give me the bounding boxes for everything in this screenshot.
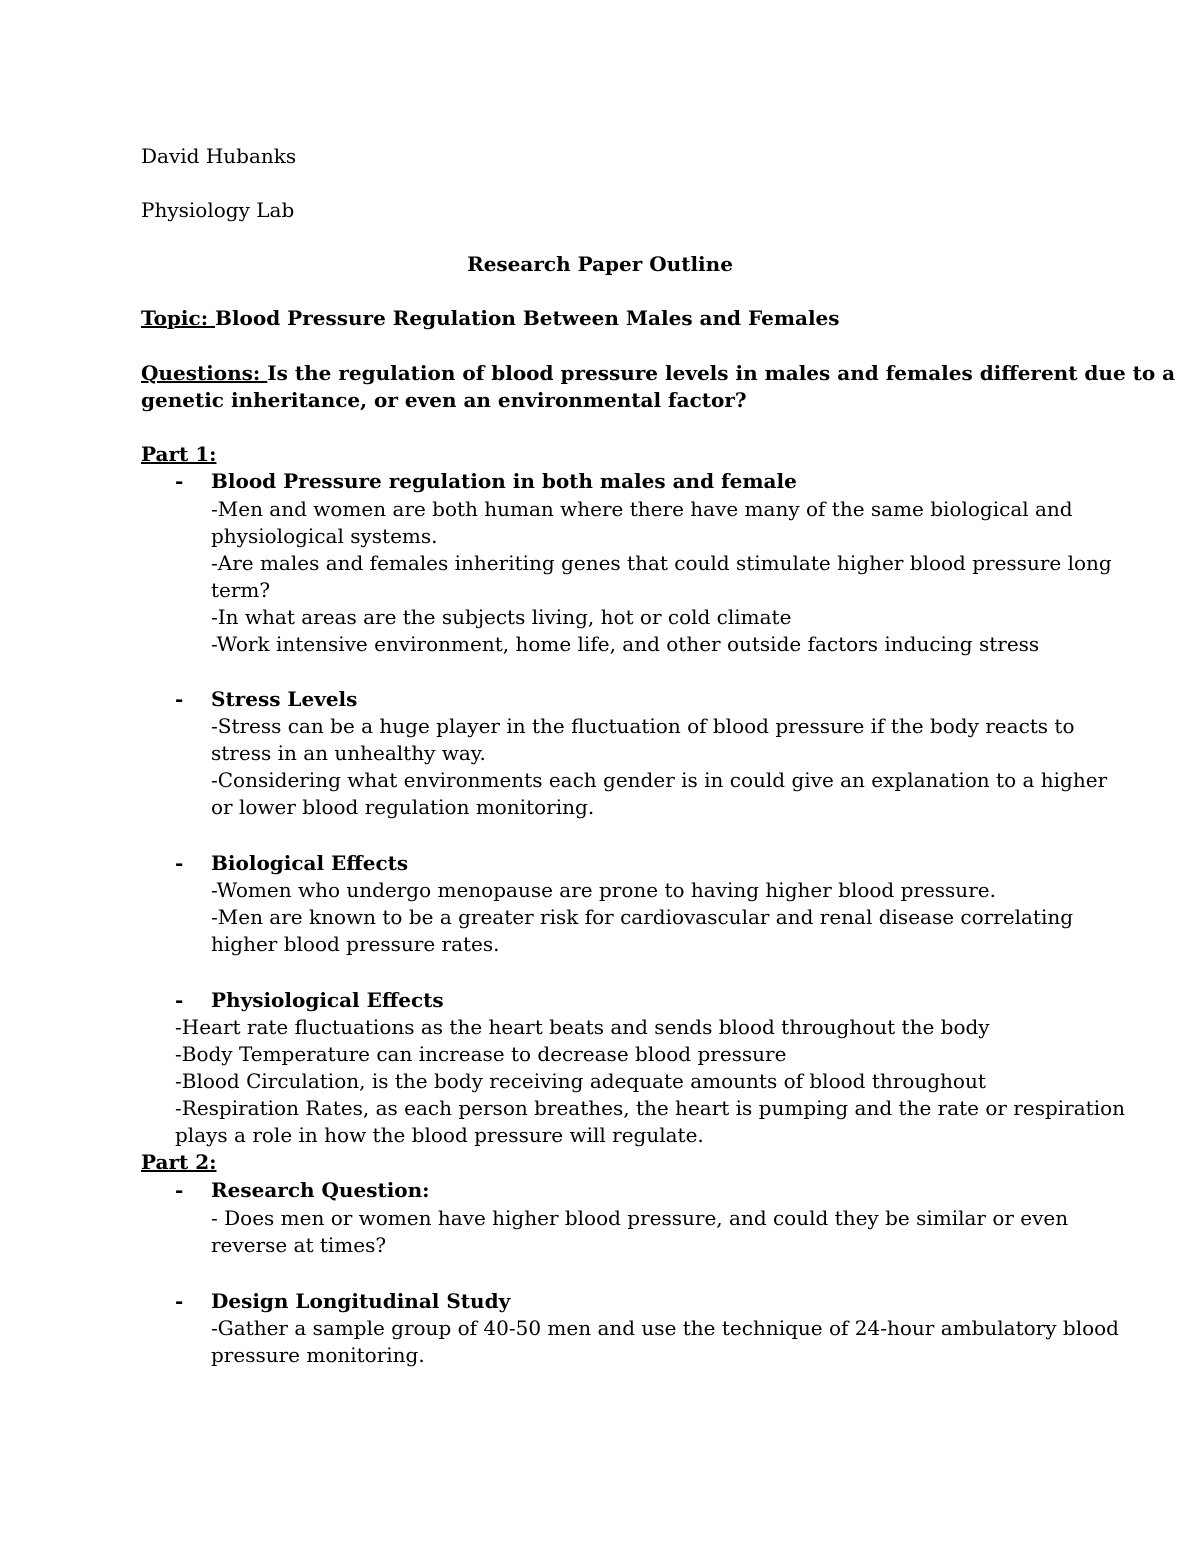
section-line: -Respiration Rates, as each person breathes, the heart is pumping and the rate or respiration [175,1096,1126,1120]
course-name: Physiology Lab [141,198,295,222]
section-line: physiological systems. [211,524,438,548]
section-line: -Work intensive environment, home life, and other outside factors inducing stress [211,632,1040,656]
section-line: -Heart rate fluctuations as the heart beats and sends blood throughout the body [175,1015,990,1039]
section-line: -Considering what environments each gender is in could give an explanation to a higher [211,768,1108,792]
section-line: -Men and women are both human where there have many of the same biological and [211,497,1073,521]
section-heading: Physiological Effects [211,988,444,1012]
bullet-dash: - [175,1289,184,1313]
bullet-dash: - [175,687,184,711]
bullet-dash: - [175,469,184,493]
section-line: -Body Temperature can increase to decrease blood pressure [175,1042,787,1066]
section-line: reverse at times? [211,1233,387,1257]
section-line: -Women who undergo menopause are prone to having higher blood pressure. [211,878,996,902]
part1-label: Part 1: [141,442,217,466]
bullet-dash: - [175,1178,184,1202]
bullet-dash: - [175,851,184,875]
section-line: higher blood pressure rates. [211,932,500,956]
author-name: David Hubanks [141,144,297,168]
section-heading: Design Longitudinal Study [211,1289,511,1313]
bullet-dash: - [175,988,184,1012]
section-line: or lower blood regulation monitoring. [211,795,595,819]
section-heading: Biological Effects [211,851,409,875]
questions-line-2: genetic inheritance, or even an environmental factor? [141,388,747,412]
topic-text: Blood Pressure Regulation Between Males and Females [215,306,840,330]
topic-line [141,305,840,332]
section-heading: Stress Levels [211,687,358,711]
document-title: Research Paper Outline [467,252,733,276]
topic-label: Topic: [141,306,216,330]
questions-text-1: Is the regulation of blood pressure levels in males and females different due to a [267,361,1176,385]
section-line: -Stress can be a huge player in the fluctuation of blood pressure if the body reacts to [211,714,1075,738]
section-line: plays a role in how the blood pressure will regulate. [175,1123,704,1147]
questions-line-1 [141,360,1175,387]
section-line: stress in an unhealthy way. [211,741,486,765]
section-line: -In what areas are the subjects living, hot or cold climate [211,605,792,629]
section-line: - Does men or women have higher blood pressure, and could they be similar or even [211,1206,1069,1230]
section-heading: Research Question: [211,1178,430,1202]
section-line: -Are males and females inheriting genes that could stimulate higher blood pressure long [211,551,1112,575]
part2-label: Part 2: [141,1150,217,1174]
questions-label: Questions: [141,361,268,385]
section-line: pressure monitoring. [211,1343,425,1367]
section-line: term? [211,578,271,602]
section-line: -Gather a sample group of 40-50 men and use the technique of 24-hour ambulatory blood [211,1316,1119,1340]
section-heading: Blood Pressure regulation in both males and female [211,469,797,493]
section-line: -Men are known to be a greater risk for cardiovascular and renal disease correlating [211,905,1074,929]
section-line: -Blood Circulation, is the body receiving adequate amounts of blood throughout [175,1069,986,1093]
